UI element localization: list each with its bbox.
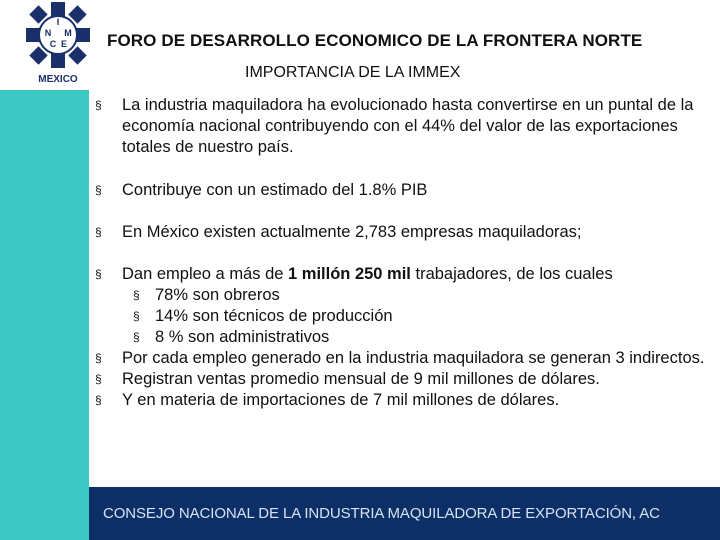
logo-letter-i: I bbox=[56, 17, 60, 27]
sub-list-item bbox=[95, 306, 710, 327]
logo-letter-e: E bbox=[60, 39, 68, 49]
sub-item-text: 14% son técnicos de producción bbox=[155, 307, 393, 325]
item-text-bold: 1 millón 250 mil bbox=[288, 265, 411, 283]
item-text: Por cada empleo generado en la industria maquiladora se generan 3 indirectos. bbox=[122, 349, 705, 367]
list-item bbox=[95, 348, 710, 369]
bullet-icon: § bbox=[133, 309, 140, 323]
logo-letter-c: C bbox=[49, 39, 57, 49]
item-text-pre: Dan empleo a más de bbox=[122, 265, 289, 283]
footer-bar bbox=[89, 487, 720, 540]
list-item bbox=[95, 369, 710, 390]
section-title: IMPORTANCIA DE LA IMMEX bbox=[245, 64, 461, 81]
item-text: Registran ventas promedio mensual de 9 mil millones de dólares. bbox=[122, 370, 600, 388]
list-item bbox=[95, 222, 710, 243]
sub-item-text: 78% son obreros bbox=[155, 286, 280, 304]
bullet-icon: § bbox=[133, 330, 140, 344]
list-item bbox=[95, 95, 710, 158]
item-text: La industria maquiladora ha evolucionado hasta convertirse en un puntal de la economía nacional contribuyendo con el 44% del valor de las exportaciones totales de nuestro país. bbox=[122, 96, 694, 156]
bullet-icon: § bbox=[95, 393, 102, 407]
sub-list-item bbox=[95, 327, 710, 348]
bullet-icon: § bbox=[95, 351, 102, 365]
item-text-post: trabajadores, de los cuales bbox=[410, 265, 613, 283]
item-text: Contribuye con un estimado del 1.8% PIB bbox=[122, 181, 428, 199]
bullet-icon: § bbox=[95, 267, 102, 281]
bullet-icon: § bbox=[95, 183, 102, 197]
item-text: Y en materia de importaciones de 7 mil millones de dólares. bbox=[122, 391, 560, 409]
logo-letter-m: M bbox=[64, 28, 72, 38]
bullet-icon: § bbox=[95, 225, 102, 239]
bullet-icon: § bbox=[95, 372, 102, 386]
sub-list-item bbox=[95, 285, 710, 306]
item-text: En México existen actualmente 2,783 empresas maquiladoras; bbox=[122, 223, 582, 241]
bullet-list bbox=[95, 95, 710, 411]
bullet-icon: § bbox=[95, 98, 102, 112]
list-item bbox=[95, 390, 710, 411]
header-title: FORO DE DESARROLLO ECONOMICO DE LA FRONTERA NORTE bbox=[107, 31, 643, 50]
footer-text: CONSEJO NACIONAL DE LA INDUSTRIA MAQUILADORA DE EXPORTACIÓN, AC bbox=[103, 505, 660, 522]
logo-caption: MEXICO bbox=[38, 74, 78, 85]
side-accent-bar bbox=[0, 90, 89, 540]
bullet-icon: § bbox=[133, 288, 140, 302]
logo-letter-n: N bbox=[44, 28, 52, 38]
list-item bbox=[95, 180, 710, 201]
sub-item-text: 8 % son administrativos bbox=[155, 328, 330, 346]
list-item bbox=[95, 264, 710, 285]
immex-logo bbox=[26, 2, 90, 88]
